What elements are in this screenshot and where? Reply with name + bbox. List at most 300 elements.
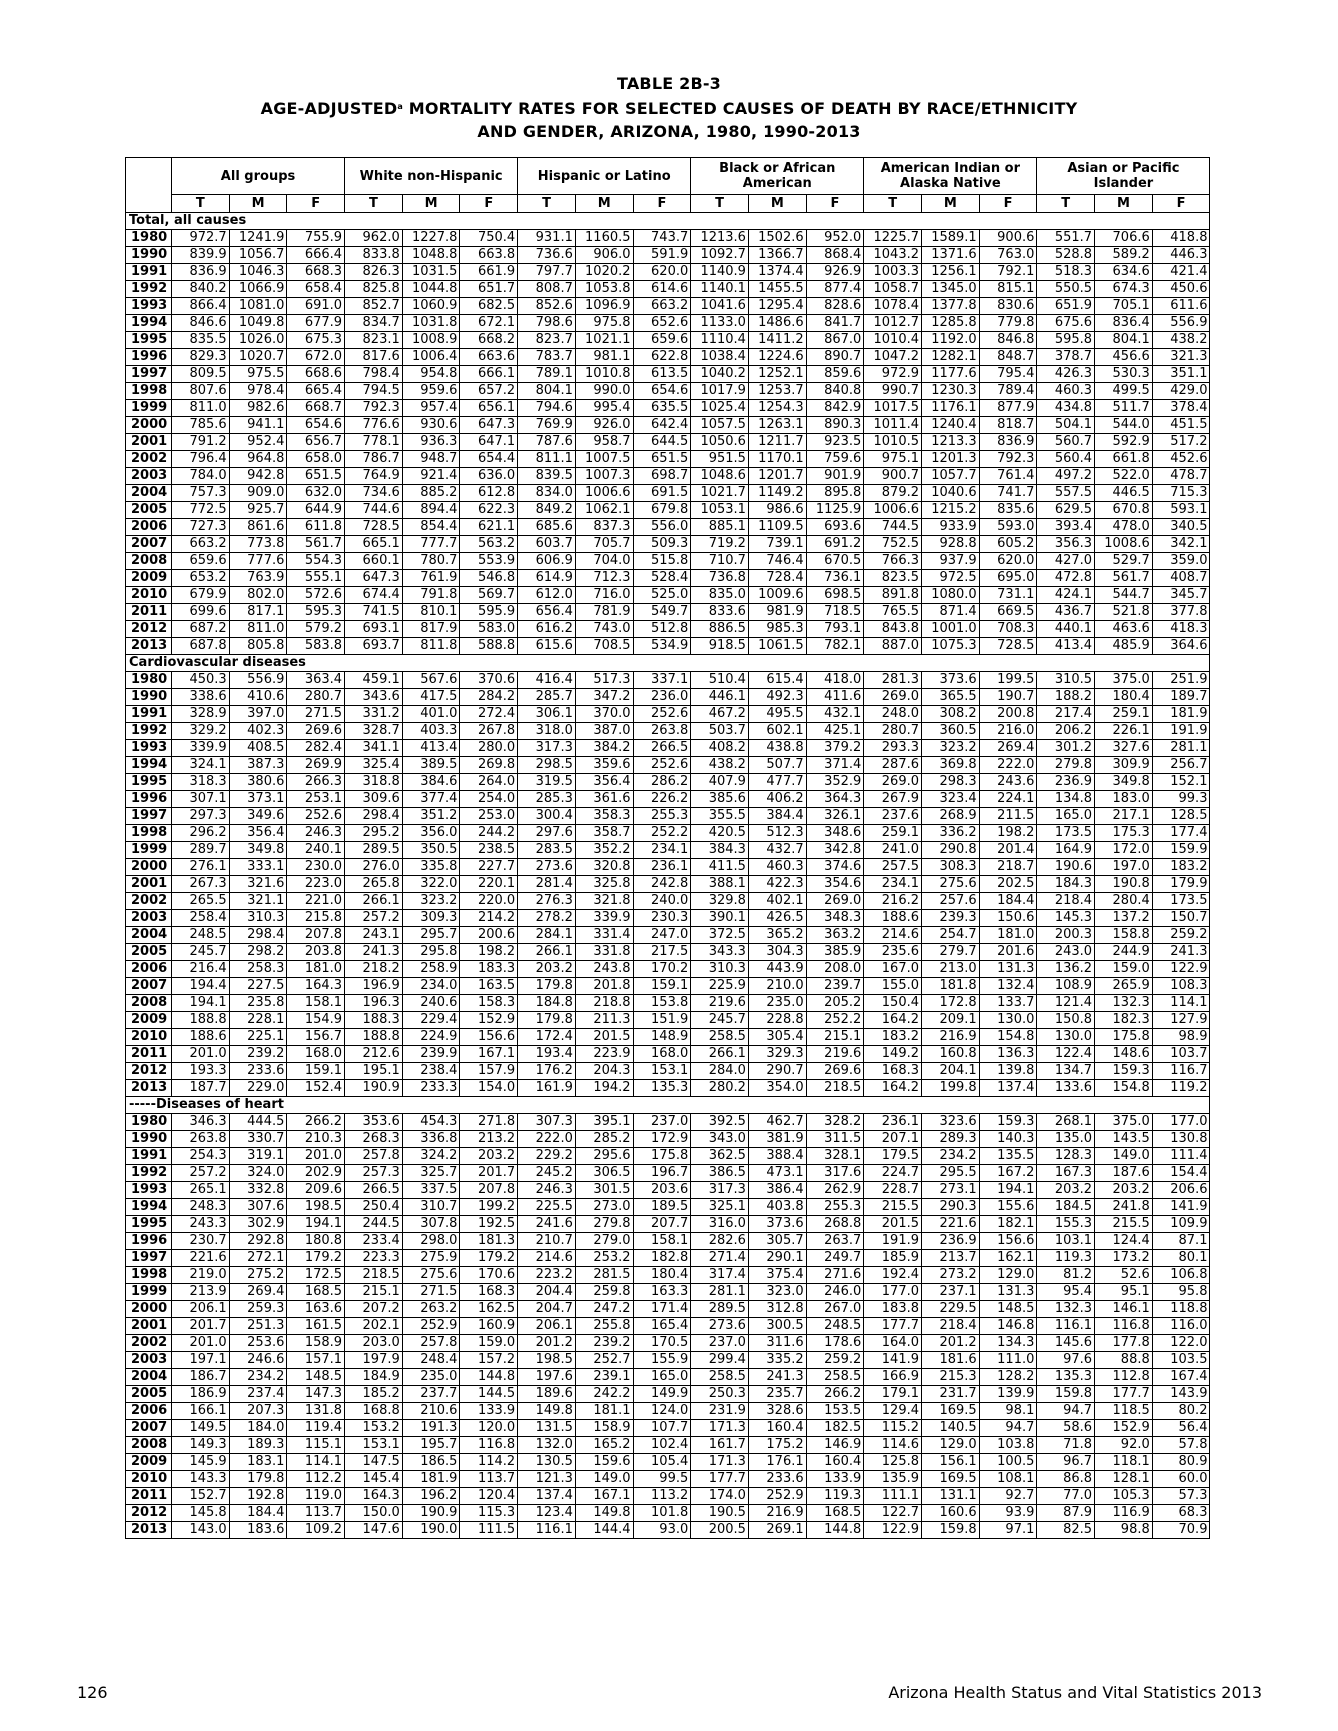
rate-cell: 336.8 [402,1131,460,1148]
rate-cell: 111.4 [1152,1148,1210,1165]
rate-cell: 133.9 [806,1471,864,1488]
rate-cell: 266.5 [633,740,691,757]
rate-cell: 190.9 [402,1505,460,1522]
rate-cell: 266.1 [691,1046,749,1063]
rate-cell: 237.4 [229,1386,287,1403]
rate-cell: 339.9 [172,740,230,757]
table-title-block [0,72,1338,143]
rate-cell: 253.6 [229,1335,287,1352]
rate-cell: 153.5 [806,1403,864,1420]
rate-cell: 363.4 [287,672,345,689]
rate-cell: 152.1 [1152,774,1210,791]
rate-cell: 436.7 [1037,604,1095,621]
rate-cell: 169.5 [922,1471,980,1488]
rate-cell: 321.3 [1152,349,1210,366]
rate-cell: 213.0 [922,961,980,978]
rate-cell: 119.2 [1152,1080,1210,1097]
rate-cell: 131.1 [922,1488,980,1505]
rate-cell: 665.1 [345,536,403,553]
rate-cell: 168.0 [287,1046,345,1063]
rate-cell: 188.6 [172,1029,230,1046]
rate-cell: 139.8 [979,1063,1037,1080]
rate-cell: 158.9 [287,1335,345,1352]
rate-cell: 362.5 [691,1148,749,1165]
rate-cell: 1007.5 [575,451,633,468]
rate-cell: 1253.7 [748,383,806,400]
rate-cell: 810.1 [402,604,460,621]
table-row [126,315,1210,332]
rate-cell: 119.4 [287,1420,345,1437]
rate-cell: 181.9 [1152,706,1210,723]
rate-cell: 265.8 [345,876,403,893]
rate-cell: 349.8 [229,842,287,859]
rate-cell: 279.7 [922,944,980,961]
rate-cell: 647.3 [345,570,403,587]
rate-cell: 190.7 [979,689,1037,706]
rate-cell: 319.5 [518,774,576,791]
rate-cell: 161.5 [287,1318,345,1335]
rate-cell: 323.2 [402,893,460,910]
rate-cell: 529.7 [1095,553,1153,570]
rate-cell: 68.3 [1152,1505,1210,1522]
rate-cell: 189.6 [518,1386,576,1403]
year-cell: 1991 [126,706,172,723]
year-cell: 2008 [126,1437,172,1454]
rate-cell: 668.7 [287,400,345,417]
rate-cell: 668.6 [287,366,345,383]
rate-cell: 179.2 [460,1250,518,1267]
rate-cell: 256.7 [1152,757,1210,774]
rate-cell: 181.3 [460,1233,518,1250]
rate-cell: 557.5 [1037,485,1095,502]
rate-cell: 443.9 [748,961,806,978]
rate-cell: 141.9 [864,1352,922,1369]
rate-cell: 302.9 [229,1216,287,1233]
table-row [126,1352,1210,1369]
rate-cell: 172.4 [518,1029,576,1046]
rate-cell: 1057.7 [922,468,980,485]
rate-cell: 229.4 [402,1012,460,1029]
rate-cell: 238.4 [402,1063,460,1080]
rate-cell: 80.2 [1152,1403,1210,1420]
section-label-spacer [345,213,1210,230]
rate-cell: 1075.3 [922,638,980,655]
rate-cell: 249.7 [806,1250,864,1267]
rate-cell: 791.8 [402,587,460,604]
rate-cell: 1010.5 [864,434,922,451]
table-row [126,587,1210,604]
rate-cell: 243.3 [172,1216,230,1233]
table-row [126,553,1210,570]
rate-cell: 143.3 [172,1471,230,1488]
rate-cell: 387.0 [575,723,633,740]
rate-cell: 370.6 [460,672,518,689]
rate-cell: 295.8 [402,944,460,961]
rate-cell: 786.7 [345,451,403,468]
rate-cell: 264.0 [460,774,518,791]
rate-cell: 223.2 [518,1267,576,1284]
rate-cell: 137.4 [518,1488,576,1505]
rate-cell: 1010.4 [864,332,922,349]
rate-cell: 272.1 [229,1250,287,1267]
table-row [126,383,1210,400]
rate-cell: 233.6 [229,1063,287,1080]
year-cell: 1994 [126,315,172,332]
rate-cell: 177.7 [864,1318,922,1335]
rate-cell: 372.5 [691,927,749,944]
rate-cell: 152.9 [460,1012,518,1029]
rate-cell: 111.5 [460,1522,518,1539]
rate-cell: 280.7 [864,723,922,740]
rate-cell: 906.0 [575,247,633,264]
rate-cell: 116.8 [460,1437,518,1454]
year-cell: 2000 [126,1301,172,1318]
rate-cell: 621.1 [460,519,518,536]
rate-cell: 200.5 [691,1522,749,1539]
rate-cell: 682.5 [460,298,518,315]
rate-cell: 229.2 [518,1148,576,1165]
rate-cell: 189.3 [229,1437,287,1454]
rate-cell: 337.1 [633,672,691,689]
rate-cell: 823.5 [864,570,922,587]
rate-cell: 241.3 [748,1369,806,1386]
rate-cell: 290.1 [748,1250,806,1267]
rate-cell: 263.8 [172,1131,230,1148]
rate-cell: 240.6 [402,995,460,1012]
rate-cell: 250.4 [345,1199,403,1216]
rate-cell: 98.8 [1095,1522,1153,1539]
table-row [126,400,1210,417]
rate-cell: 975.5 [229,366,287,383]
rate-cell: 339.9 [575,910,633,927]
rate-cell: 210.0 [748,978,806,995]
table-row [126,604,1210,621]
year-cell: 2004 [126,927,172,944]
rate-cell: 331.8 [575,944,633,961]
rate-cell: 276.3 [518,893,576,910]
rate-cell: 959.6 [402,383,460,400]
table-row [126,961,1210,978]
rate-cell: 112.8 [1095,1369,1153,1386]
rate-cell: 183.2 [864,1029,922,1046]
subheader-t: T [172,195,230,213]
rate-cell: 422.3 [748,876,806,893]
rate-cell: 651.5 [287,468,345,485]
rate-cell: 663.6 [460,349,518,366]
rate-cell: 329.2 [172,723,230,740]
rate-cell: 321.1 [229,893,287,910]
rate-cell: 216.4 [172,961,230,978]
rate-cell: 52.6 [1095,1267,1153,1284]
rate-cell: 283.5 [518,842,576,859]
rate-cell: 191.9 [864,1233,922,1250]
rate-cell: 241.3 [1152,944,1210,961]
rate-cell: 1230.3 [922,383,980,400]
rate-cell: 218.4 [1037,893,1095,910]
rate-cell: 792.1 [979,264,1037,281]
rate-cell: 177.0 [1152,1114,1210,1131]
rate-cell: 356.0 [402,825,460,842]
rate-cell: 1263.1 [748,417,806,434]
rate-cell: 257.8 [345,1148,403,1165]
rate-cell: 160.4 [748,1420,806,1437]
rate-cell: 159.0 [460,1335,518,1352]
rate-cell: 233.6 [748,1471,806,1488]
rate-cell: 311.6 [748,1335,806,1352]
rate-cell: 119.3 [1037,1250,1095,1267]
rate-cell: 765.5 [864,604,922,621]
rate-cell: 186.5 [402,1454,460,1471]
rate-cell: 859.6 [806,366,864,383]
rate-cell: 130.0 [979,1012,1037,1029]
rate-cell: 591.9 [633,247,691,264]
rate-cell: 257.5 [864,859,922,876]
rate-cell: 1176.1 [922,400,980,417]
rate-cell: 776.6 [345,417,403,434]
rate-cell: 852.7 [345,298,403,315]
year-cell: 2007 [126,1420,172,1437]
rate-cell: 1043.2 [864,247,922,264]
subheader-m: M [402,195,460,213]
rate-cell: 108.1 [979,1471,1037,1488]
rate-cell: 252.7 [575,1352,633,1369]
rate-cell: 331.4 [575,927,633,944]
rate-cell: 241.0 [864,842,922,859]
rate-cell: 147.3 [287,1386,345,1403]
rate-cell: 149.5 [172,1420,230,1437]
rate-cell: 328.6 [748,1403,806,1420]
rate-cell: 354.0 [748,1080,806,1097]
rate-cell: 322.0 [402,876,460,893]
rate-cell: 728.5 [979,638,1037,655]
rate-cell: 145.9 [172,1454,230,1471]
rate-cell: 846.6 [172,315,230,332]
rate-cell: 298.4 [345,808,403,825]
rate-cell: 284.2 [460,689,518,706]
rate-cell: 116.7 [1152,1063,1210,1080]
rate-cell: 236.1 [633,859,691,876]
rate-cell: 227.7 [460,859,518,876]
rate-cell: 101.8 [633,1505,691,1522]
rate-cell: 687.2 [172,621,230,638]
rate-cell: 1021.1 [575,332,633,349]
rate-cell: 942.8 [229,468,287,485]
table-row [126,1046,1210,1063]
rate-cell: 307.3 [518,1114,576,1131]
rate-cell: 679.8 [633,502,691,519]
table-row [126,417,1210,434]
rate-cell: 510.4 [691,672,749,689]
rate-cell: 218.5 [806,1080,864,1097]
rate-cell: 364.6 [1152,638,1210,655]
rate-cell: 203.6 [633,1182,691,1199]
rate-cell: 98.1 [979,1403,1037,1420]
rate-cell: 158.1 [633,1233,691,1250]
rate-cell: 279.8 [575,1216,633,1233]
rate-cell: 375.4 [748,1267,806,1284]
rate-cell: 252.6 [633,757,691,774]
subheader-t: T [691,195,749,213]
table-row [126,859,1210,876]
rate-cell: 438.2 [691,757,749,774]
rate-cell: 351.1 [1152,366,1210,383]
rate-cell: 384.4 [748,808,806,825]
rate-cell: 668.2 [460,332,518,349]
rate-cell: 834.0 [518,485,576,502]
table-row [126,910,1210,927]
rate-cell: 131.5 [518,1420,576,1437]
rate-cell: 273.0 [575,1199,633,1216]
rate-cell: 1060.9 [402,298,460,315]
rate-cell: 647.3 [460,417,518,434]
rate-cell: 239.3 [922,910,980,927]
rate-cell: 159.1 [287,1063,345,1080]
rate-cell: 990.7 [864,383,922,400]
rate-cell: 528.4 [633,570,691,587]
rate-cell: 402.3 [229,723,287,740]
rate-cell: 234.0 [402,978,460,995]
rate-cell: 71.8 [1037,1437,1095,1454]
rate-cell: 356.3 [1037,536,1095,553]
rate-cell: 177.7 [691,1471,749,1488]
rate-cell: 636.0 [460,468,518,485]
rate-cell: 223.0 [287,876,345,893]
rate-cell: 168.0 [633,1046,691,1063]
rate-cell: 1140.1 [691,281,749,298]
rate-cell: 203.2 [1037,1182,1095,1199]
rate-cell: 212.6 [345,1046,403,1063]
rate-cell: 201.0 [172,1335,230,1352]
rate-cell: 190.0 [402,1522,460,1539]
rate-cell: 553.9 [460,553,518,570]
rate-cell: 164.0 [864,1335,922,1352]
rate-cell: 238.5 [460,842,518,859]
rate-cell: 777.6 [229,553,287,570]
rate-cell: 840.2 [172,281,230,298]
rate-cell: 201.0 [172,1046,230,1063]
rate-cell: 515.8 [633,553,691,570]
rate-cell: 211.5 [979,808,1037,825]
rate-cell: 764.9 [345,468,403,485]
rate-cell: 656.7 [287,434,345,451]
rate-cell: 595.3 [287,604,345,621]
rate-cell: 342.1 [1152,536,1210,553]
rate-cell: 128.3 [1037,1148,1095,1165]
rate-cell: 231.7 [922,1386,980,1403]
rate-cell: 304.3 [748,944,806,961]
year-cell: 1997 [126,366,172,383]
rate-cell: 644.9 [287,502,345,519]
rate-cell: 185.9 [864,1250,922,1267]
year-cell: 2010 [126,1471,172,1488]
rate-cell: 105.3 [1095,1488,1153,1505]
rate-cell: 518.3 [1037,264,1095,281]
rate-cell: 890.3 [806,417,864,434]
rate-cell: 106.8 [1152,1267,1210,1284]
rate-cell: 205.2 [806,995,864,1012]
rate-cell: 1001.0 [922,621,980,638]
rate-cell: 246.6 [229,1352,287,1369]
rate-cell: 981.1 [575,349,633,366]
rate-cell: 298.2 [229,944,287,961]
rate-cell: 555.1 [287,570,345,587]
rate-cell: 77.0 [1037,1488,1095,1505]
rate-cell: 120.4 [460,1488,518,1505]
table-row [126,1199,1210,1216]
rate-cell: 463.6 [1095,621,1153,638]
rate-cell: 181.9 [402,1471,460,1488]
rate-cell: 507.7 [748,757,806,774]
rate-cell: 199.5 [979,672,1037,689]
rate-cell: 781.9 [575,604,633,621]
table-row [126,876,1210,893]
year-cell: 2000 [126,859,172,876]
year-cell: 1996 [126,1233,172,1250]
rate-cell: 544.7 [1095,587,1153,604]
rate-cell: 1371.6 [922,247,980,264]
rate-cell: 92.0 [1095,1437,1153,1454]
table-row [126,791,1210,808]
rate-cell: 837.3 [575,519,633,536]
rate-cell: 861.6 [229,519,287,536]
rate-cell: 397.0 [229,706,287,723]
rate-cell: 166.1 [172,1403,230,1420]
rate-cell: 295.2 [345,825,403,842]
rate-cell: 653.2 [172,570,230,587]
rate-cell: 197.6 [518,1369,576,1386]
rate-cell: 743.0 [575,621,633,638]
rate-cell: 221.0 [287,893,345,910]
year-cell: 2007 [126,978,172,995]
group-header: White non-Hispanic [345,158,518,195]
rate-cell: 113.7 [460,1471,518,1488]
rate-cell: 168.8 [345,1403,403,1420]
rate-cell: 280.2 [691,1080,749,1097]
rate-cell: 1589.1 [922,230,980,247]
year-cell: 1990 [126,1131,172,1148]
rate-cell: 467.2 [691,706,749,723]
rate-cell: 296.2 [172,825,230,842]
rate-cell: 602.1 [748,723,806,740]
rate-cell: 228.1 [229,1012,287,1029]
rate-cell: 743.7 [633,230,691,247]
rate-cell: 157.1 [287,1352,345,1369]
rate-cell: 257.3 [345,1165,403,1182]
rate-cell: 295.5 [922,1165,980,1182]
rate-cell: 254.0 [460,791,518,808]
rate-cell: 192.4 [864,1267,922,1284]
rate-cell: 168.3 [864,1063,922,1080]
rate-cell: 182.3 [1095,1012,1153,1029]
rate-cell: 254.3 [172,1148,230,1165]
rate-cell: 1048.6 [691,468,749,485]
rate-cell: 823.7 [518,332,576,349]
rate-cell: 407.9 [691,774,749,791]
rate-cell: 306.5 [575,1165,633,1182]
rate-cell: 290.8 [922,842,980,859]
rate-cell: 675.6 [1037,315,1095,332]
rate-cell: 258.9 [402,961,460,978]
rate-cell: 198.2 [460,944,518,961]
rate-cell: 252.2 [633,825,691,842]
rate-cell: 324.1 [172,757,230,774]
rate-cell: 159.6 [575,1454,633,1471]
rate-cell: 427.0 [1037,553,1095,570]
rate-cell: 285.2 [575,1131,633,1148]
rate-cell: 797.7 [518,264,576,281]
rate-cell: 611.8 [287,519,345,536]
rate-cell: 930.6 [402,417,460,434]
